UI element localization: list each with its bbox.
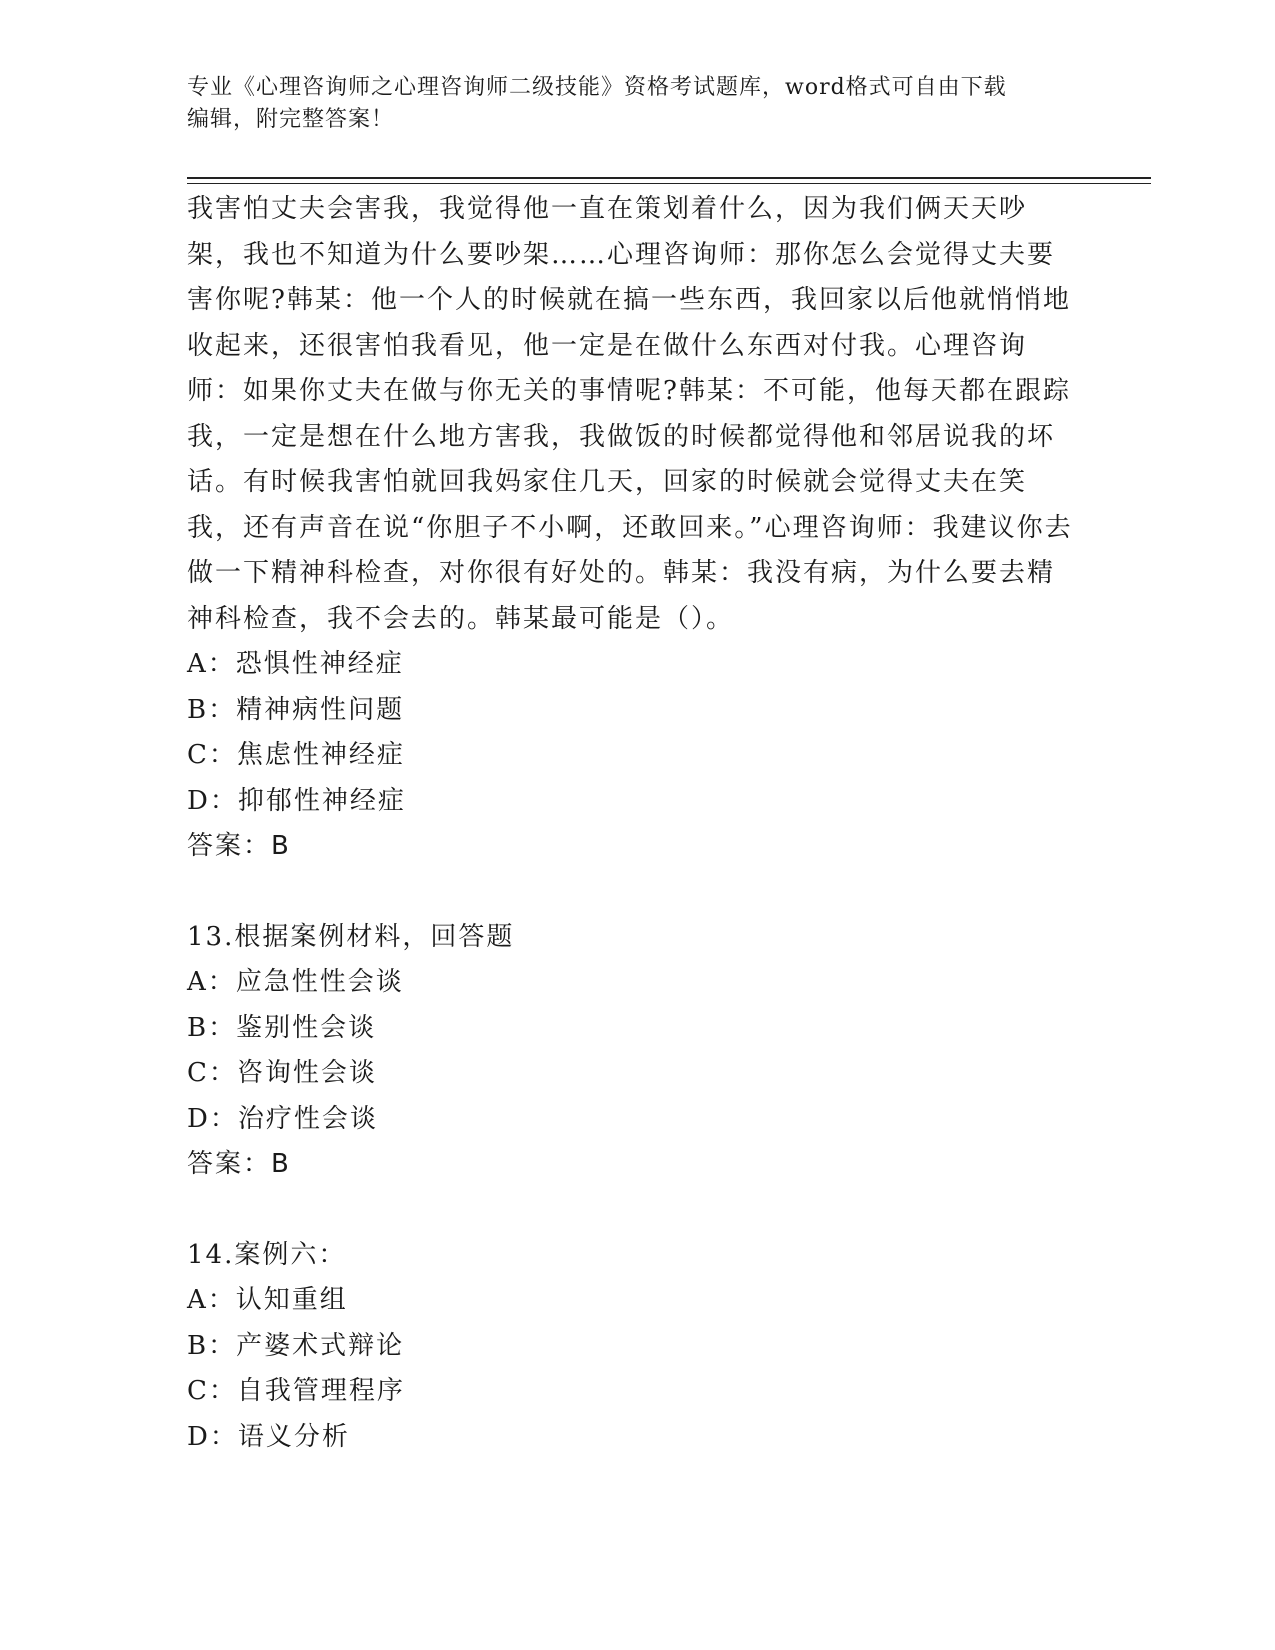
question-13-answer: 答案：B <box>187 1149 291 1179</box>
question-13-title: 13.根据案例材料，回答题 <box>187 921 515 952</box>
document-header <box>187 72 1087 136</box>
header-line-2: 编辑，附完整答案！ <box>187 107 395 132</box>
question-12-option-a: A：恐惧性神经症 <box>187 649 404 679</box>
question-13 <box>187 915 1077 1188</box>
question-12-option-c: C：焦虑性神经症 <box>187 740 405 770</box>
question-12-passage: 我害怕丈夫会害我，我觉得他一直在策划着什么，因为我们俩天天吵架，我也不知道为什么要吵架……心理咨询师：那你怎么会觉得丈夫要害你呢?韩某：他一个人的时候就在搞一些东西，我回家以后他就悄悄地收起来，还很害怕我看见，他一定是在做什么东西对付我。心理咨询师：如果你丈夫在做与你无关的事情呢?韩某：不可能，他每天都在跟踪我，一定是想在什么地方害我，我做饭的时候都觉得他和邻居说我的坏话。有时候我害怕就回我妈家住几天，回家的时候就会觉得丈夫在笑我，还有声音在说“你胆子不小啊，还敢回来。”心理咨询师：我建议你去做一下精神科检查，对你很有好处的。韩某：我没有病，为什么要去精神科检查，我不会去的。韩某最可能是（）。 <box>187 194 1073 634</box>
question-14-option-d: D：语义分析 <box>187 1421 350 1452</box>
question-14 <box>187 1233 1077 1461</box>
question-14-title: 14.案例六： <box>187 1239 347 1270</box>
question-14-option-a: A：认知重组 <box>187 1285 348 1315</box>
question-12-option-b: B：精神病性问题 <box>187 694 405 725</box>
header-rule-thick <box>187 177 1151 179</box>
spacer <box>187 1188 1077 1233</box>
question-12-answer: 答案：B <box>187 831 291 861</box>
header-line-1: 专业《心理咨询师之心理咨询师二级技能》资格考试题库，word格式可自由下载 <box>187 75 1007 100</box>
question-14-option-c: C：自我管理程序 <box>187 1376 405 1406</box>
question-12 <box>187 187 1077 870</box>
question-13-option-c: C：咨询性会谈 <box>187 1058 377 1088</box>
question-13-option-d: D：治疗性会谈 <box>187 1103 378 1134</box>
document-body <box>187 187 1077 1460</box>
header-rule-thin <box>187 183 1151 184</box>
question-13-option-a: A：应急性性会谈 <box>187 967 404 997</box>
spacer <box>187 870 1077 915</box>
question-12-option-d: D：抑郁性神经症 <box>187 785 406 816</box>
question-14-option-b: B：产婆术式辩论 <box>187 1330 405 1361</box>
question-13-option-b: B：鉴别性会谈 <box>187 1012 377 1043</box>
